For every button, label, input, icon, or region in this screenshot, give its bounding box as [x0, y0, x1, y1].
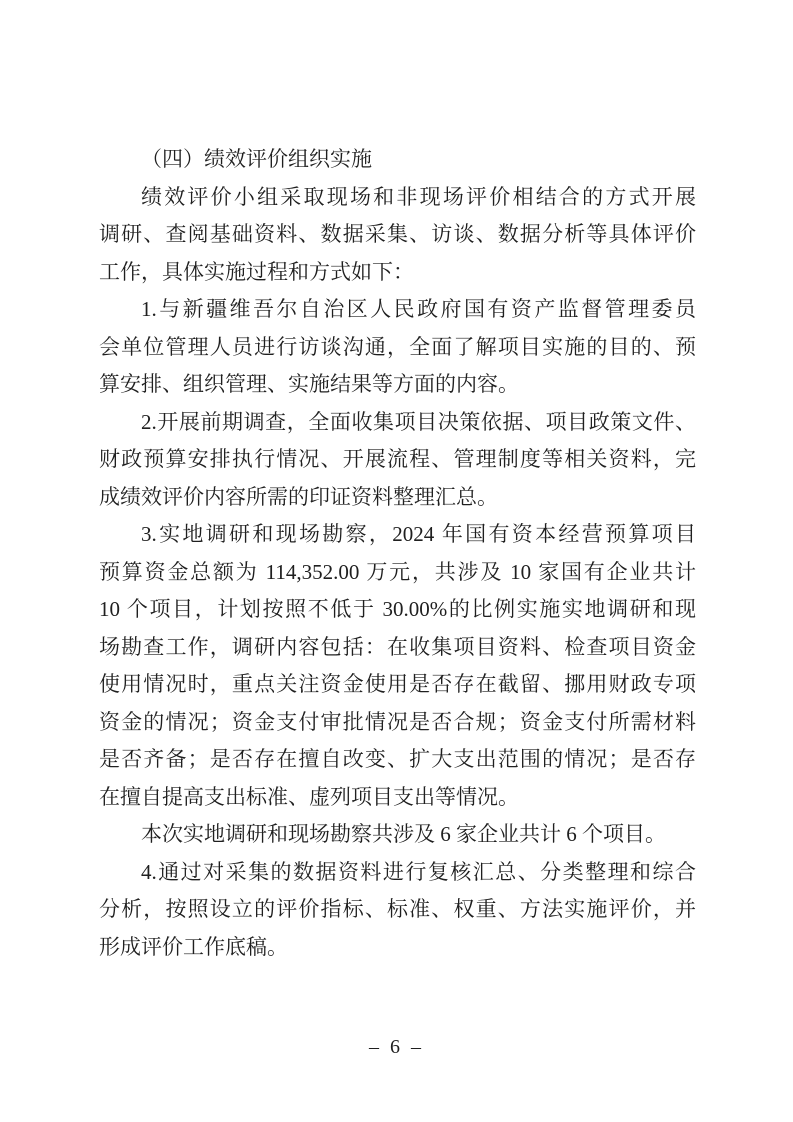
paragraph-line: 资金的情况；资金支付审批情况是否合规；资金支付所需材料 [99, 709, 696, 734]
paragraph [99, 291, 696, 404]
paragraph-line: 财政预算安排执行情况、开展流程、管理制度等相关资料，完 [99, 447, 696, 471]
paragraph [99, 179, 696, 292]
page-number: – 6 – [369, 1036, 424, 1058]
paragraph [99, 516, 696, 816]
paragraph-line: 场勘查工作，调研内容包括：在收集项目资料、检查项目资金 [99, 634, 696, 659]
paragraphs-container [99, 179, 696, 967]
paragraph-line: 2.开展前期调查，全面收集项目决策依据、项目政策文件、 [141, 409, 696, 434]
paragraph-line: 调研、查阅基础资料、数据采集、访谈、数据分析等具体评价 [99, 222, 696, 246]
paragraph-line: 10 个项目，计划按照不低于 30.00%的比例实施实地调研和现 [99, 597, 696, 621]
paragraph-line: 会单位管理人员进行访谈沟通，全面了解项目实施的目的、预 [99, 334, 696, 359]
paragraph-line: 分析，按照设立的评价指标、标准、权重、方法实施评价，并 [99, 897, 696, 921]
paragraph-line: 绩效评价小组采取现场和非现场评价相结合的方式开展 [141, 184, 696, 209]
paragraph-line: 成绩效评价内容所需的印证资料整理汇总。 [99, 484, 498, 509]
paragraph-line: 在擅自提高支出标准、虚列项目支出等情况。 [99, 784, 519, 809]
document-content [99, 141, 696, 966]
paragraph-line: 算安排、组织管理、实施结果等方面的内容。 [99, 372, 519, 396]
paragraph-line: 3.实地调研和现场勘察，2024 年国有资本经营预算项目 [141, 522, 696, 546]
paragraph-line: 预算资金总额为 114,352.00 万元，共涉及 10 家国有企业共计 [99, 559, 696, 584]
section-heading: （四）绩效评价组织实施 [141, 147, 372, 171]
paragraph-line: 1.与新疆维吾尔自治区人民政府国有资产监督管理委员 [141, 297, 696, 321]
paragraph-line: 使用情况时，重点关注资金使用是否存在截留、挪用财政专项 [99, 672, 696, 696]
paragraph-line: 本次实地调研和现场勘察共涉及 6 家企业共计 6 个项目。 [141, 822, 666, 846]
paragraph [99, 816, 696, 854]
paragraph-line: 形成评价工作底稿。 [99, 934, 288, 959]
paragraph-line: 4.通过对采集的数据资料进行复核汇总、分类整理和综合 [141, 859, 696, 884]
paragraph-line: 工作，具体实施过程和方式如下： [99, 259, 414, 284]
paragraph [99, 404, 696, 517]
paragraph-line: 是否齐备；是否存在擅自改变、扩大支出范围的情况；是否存 [99, 747, 696, 771]
paragraph [99, 854, 696, 967]
